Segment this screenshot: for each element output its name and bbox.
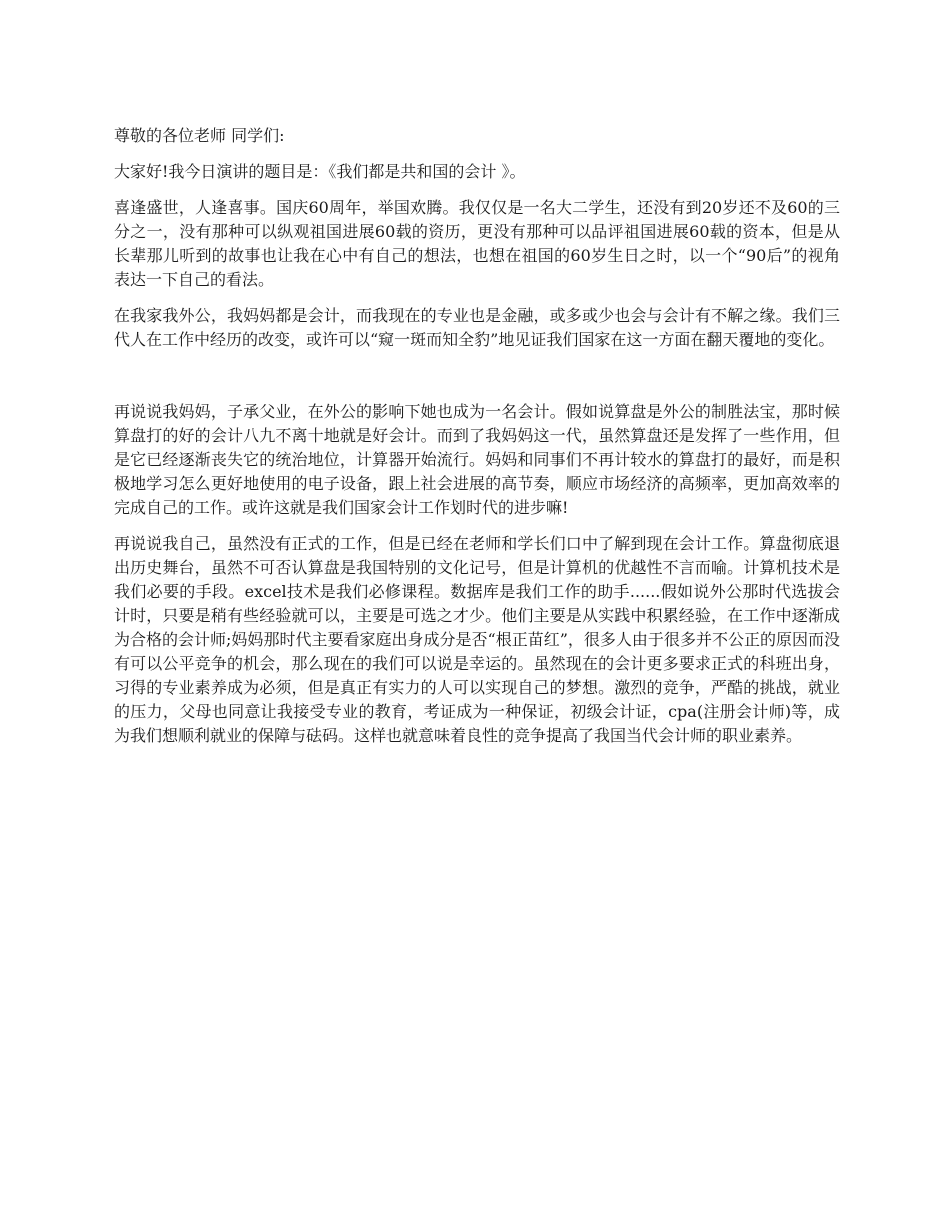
opening-line: 大家好!我今日演讲的题目是：《我们都是共和国的会计 》。 [114,162,526,181]
paragraph: 喜逢盛世，人逢喜事。国庆60周年，举国欢腾。我仅仅是一名大二学生，还没有到20岁还不及60的三分之一，没有那种可以纵观祖国进展60载的资历，更没有那种可以品评祖国进展60载的资本，但是从长辈那儿听到的故事也让我在心中有自己的想法，也想在祖国的60岁生日之时，以一个“90后”的视角表达一下自己的看法。 [114,198,840,289]
salutation: 尊敬的各位老师 同学们: [114,126,285,145]
document-body [114,124,840,760]
paragraph: 在我家我外公，我妈妈都是会计，而我现在的专业也是金融，或多或少也会与会计有不解之缘。我们三代人在工作中经历的改变，或许可以“窥一斑而知全豹”地见证我们国家在这一方面在翻天覆地的变化。 [114,306,840,349]
paragraph: 再说说我妈妈，子承父业，在外公的影响下她也成为一名会计。假如说算盘是外公的制胜法宝，那时候算盘打的好的会计八九不离十地就是好会计。而到了我妈妈这一代，虽然算盘还是发挥了一些作用，但是它已经逐渐丧失它的统治地位，计算器开始流行。妈妈和同事们不再计较水的算盘打的最好，而是积极地学习怎么更好地使用的电子设备，跟上社会进展的高节奏，顺应市场经济的高频率，更加高效率的完成自己的工作。或许这就是我们国家会计工作划时代的进步嘛! [114,402,840,517]
blank-line [114,364,840,400]
paragraph: 再说说我自己，虽然没有正式的工作，但是已经在老师和学长们口中了解到现在会计工作。算盘彻底退出历史舞台，虽然不可否认算盘是我国特别的文化记号，但是计算机的优越性不言而喻。计算机技术是我们必要的手段。excel技术是我们必修课程。数据库是我们工作的助手......假如说外公那时代选拔会计时，只要是稍有些经验就可以，主要是可选之才少。他们主要是从实践中积累经验，在工作中逐渐成为合格的会计师;妈妈那时代主要看家庭出身成分是否“根正苗红”，很多人由于很多并不公正的原因而没有可以公平竞争的机会，那么现在的我们可以说是幸运的。虽然现在的会计更多要求正式的科班出身，习得的专业素养成为必须，但是真正有实力的人可以实现自己的梦想。激烈的竞争，严酷的挑战，就业的压力，父母也同意让我接受专业的教育，考证成为一种保证，初级会计证，cpa(注册会计师)等，成为我们想顺利就业的保障与砝码。这样也就意味着良性的竞争提高了我国当代会计师的职业素养。 [114,534,840,745]
